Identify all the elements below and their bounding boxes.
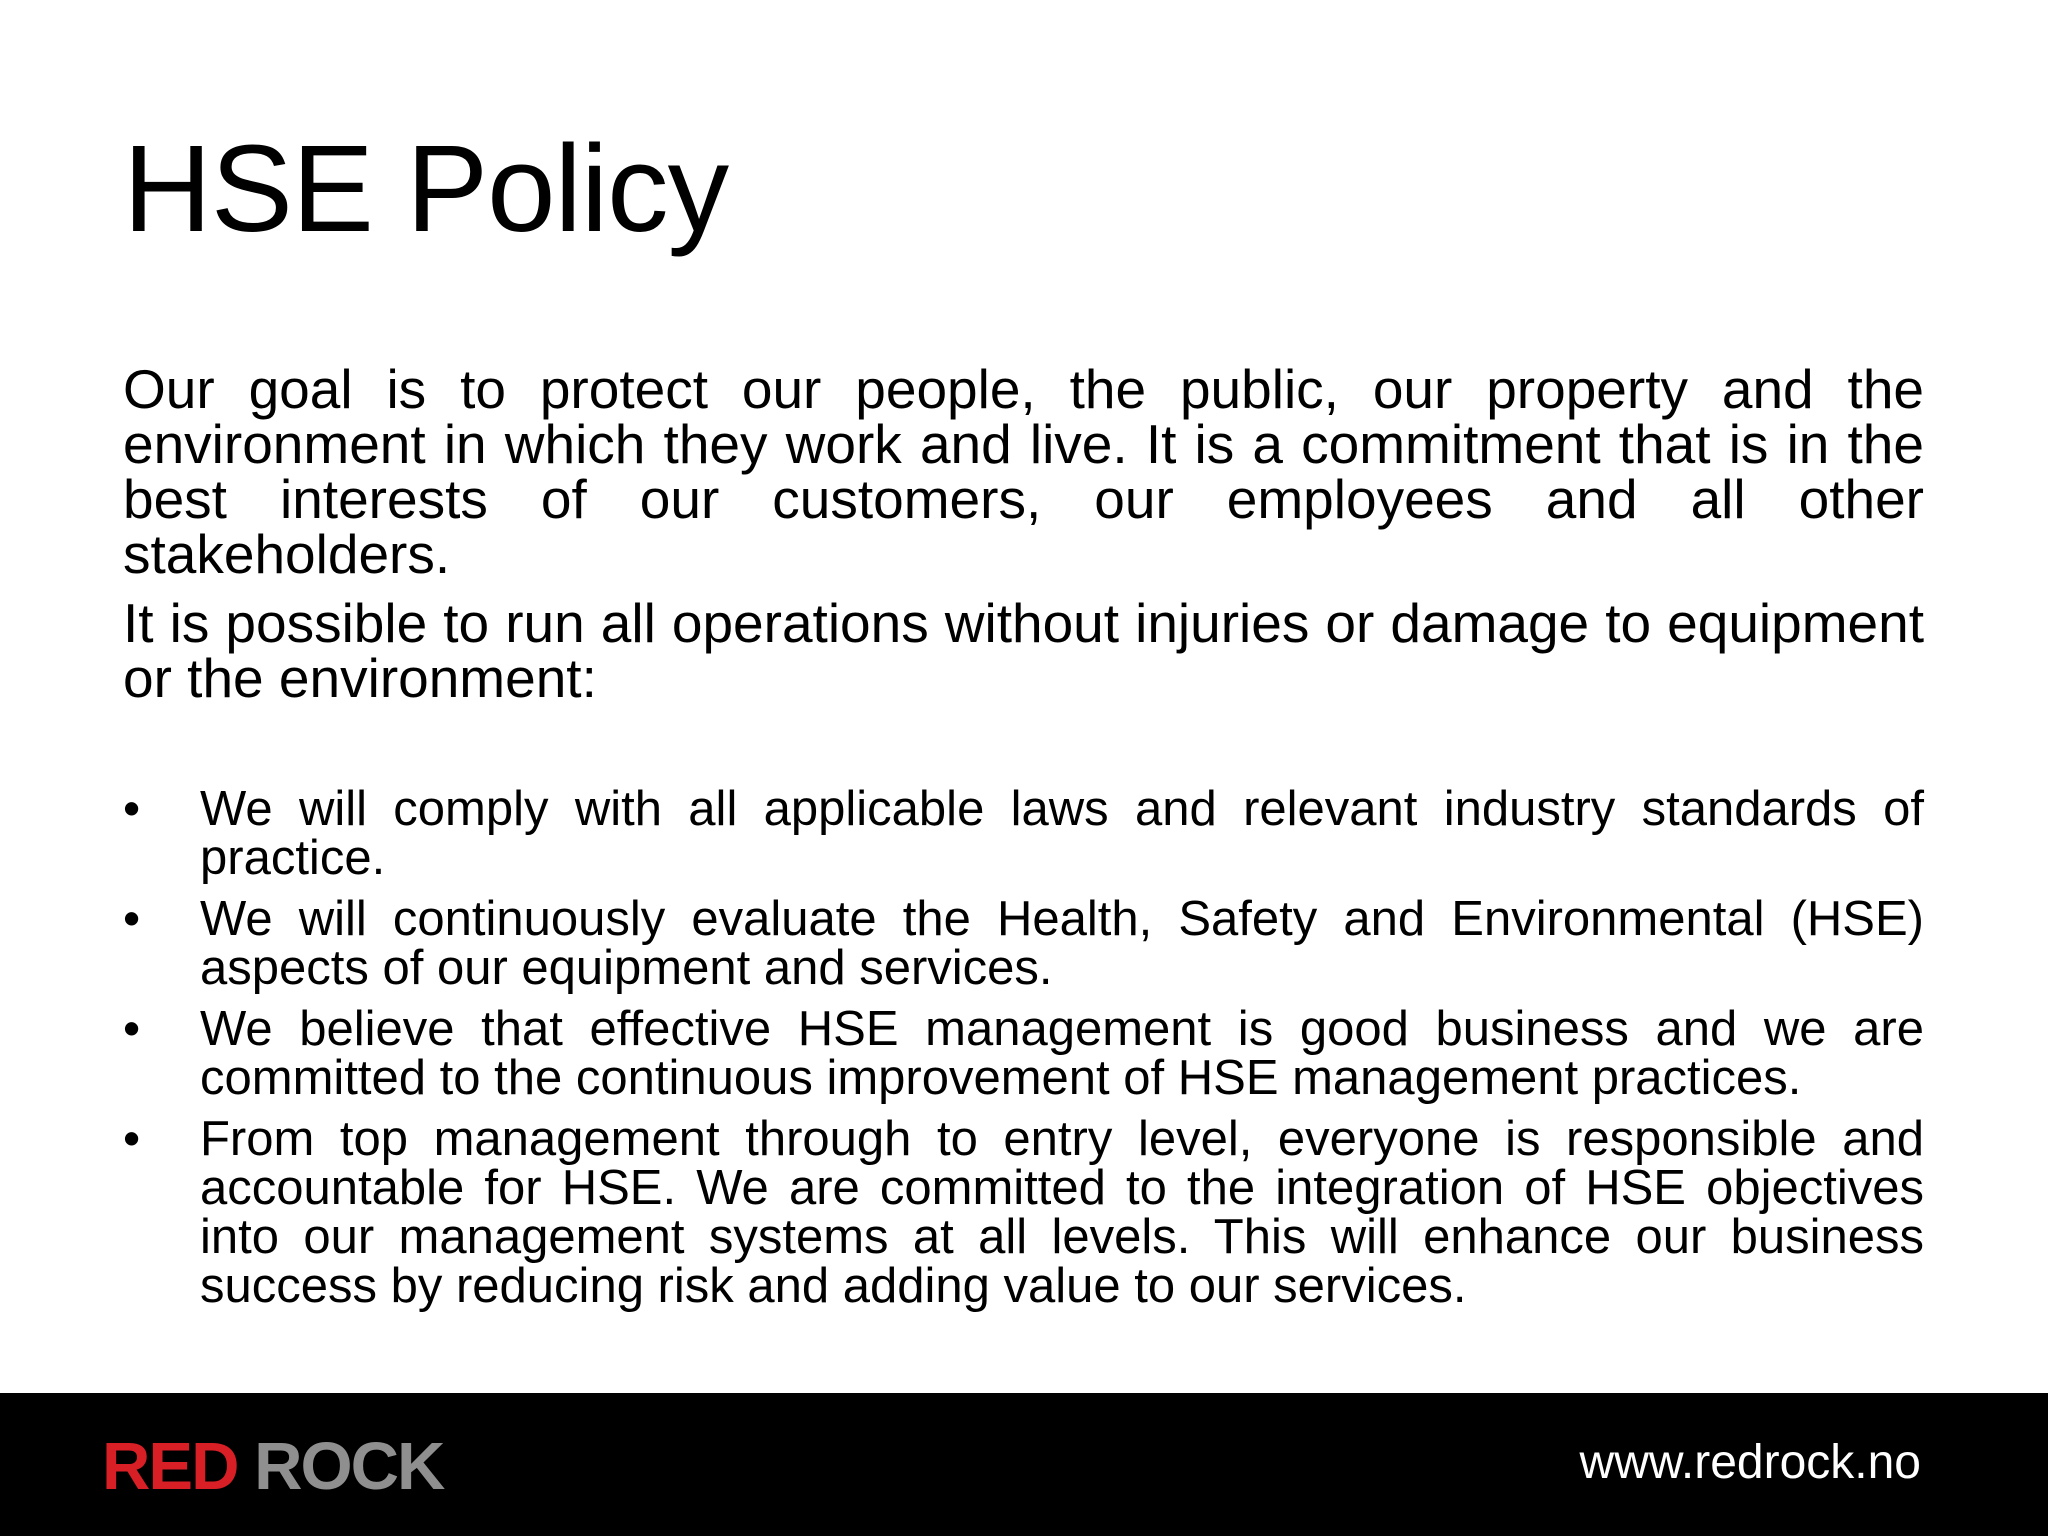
bullet-text: We believe that effective HSE management is good business and we are committed to the continuous improvement of HSE management practices. (200, 1002, 1924, 1105)
policy-bullet-list (123, 782, 1924, 1313)
intro-paragraph: Our goal is to protect our people, the public, our property and the environment in which they work and live. It is a commitment that is in the best interests of our customers, our employees and all other stakeholders. (123, 358, 1924, 585)
bullet-marker: • (123, 1002, 141, 1056)
policy-bullet-evaluation (123, 892, 1924, 995)
footer-bar (0, 1393, 2048, 1536)
logo-word-rock: ROCK (254, 1429, 444, 1504)
bullet-marker: • (123, 892, 141, 946)
bullet-text: We will comply with all applicable laws and relevant industry standards of practice. (200, 782, 1924, 885)
website-url: www.redrock.no (1579, 1436, 1921, 1489)
operations-paragraph: It is possible to run all operations without injuries or damage to equipment or the environment: (123, 592, 1924, 709)
bullet-marker: • (123, 782, 141, 836)
slide-title: HSE Policy (123, 121, 729, 258)
bullet-text: From top management through to entry level, everyone is responsible and accountable for HSE. We are committed to the integration of HSE objectives into our management systems at all levels. This will enhance our business success by reducing risk and adding value to our services. (200, 1112, 1924, 1313)
policy-bullet-management (123, 1002, 1924, 1105)
policy-bullet-responsibility (123, 1112, 1924, 1313)
redrock-logo (102, 1429, 444, 1504)
bullet-text: We will continuously evaluate the Health, Safety and Environmental (HSE) aspects of our equipment and services. (200, 892, 1924, 995)
policy-bullet-compliance (123, 782, 1924, 885)
bullet-marker: • (123, 1112, 141, 1166)
logo-word-red: RED (102, 1429, 238, 1504)
slide-body (123, 358, 1924, 1313)
